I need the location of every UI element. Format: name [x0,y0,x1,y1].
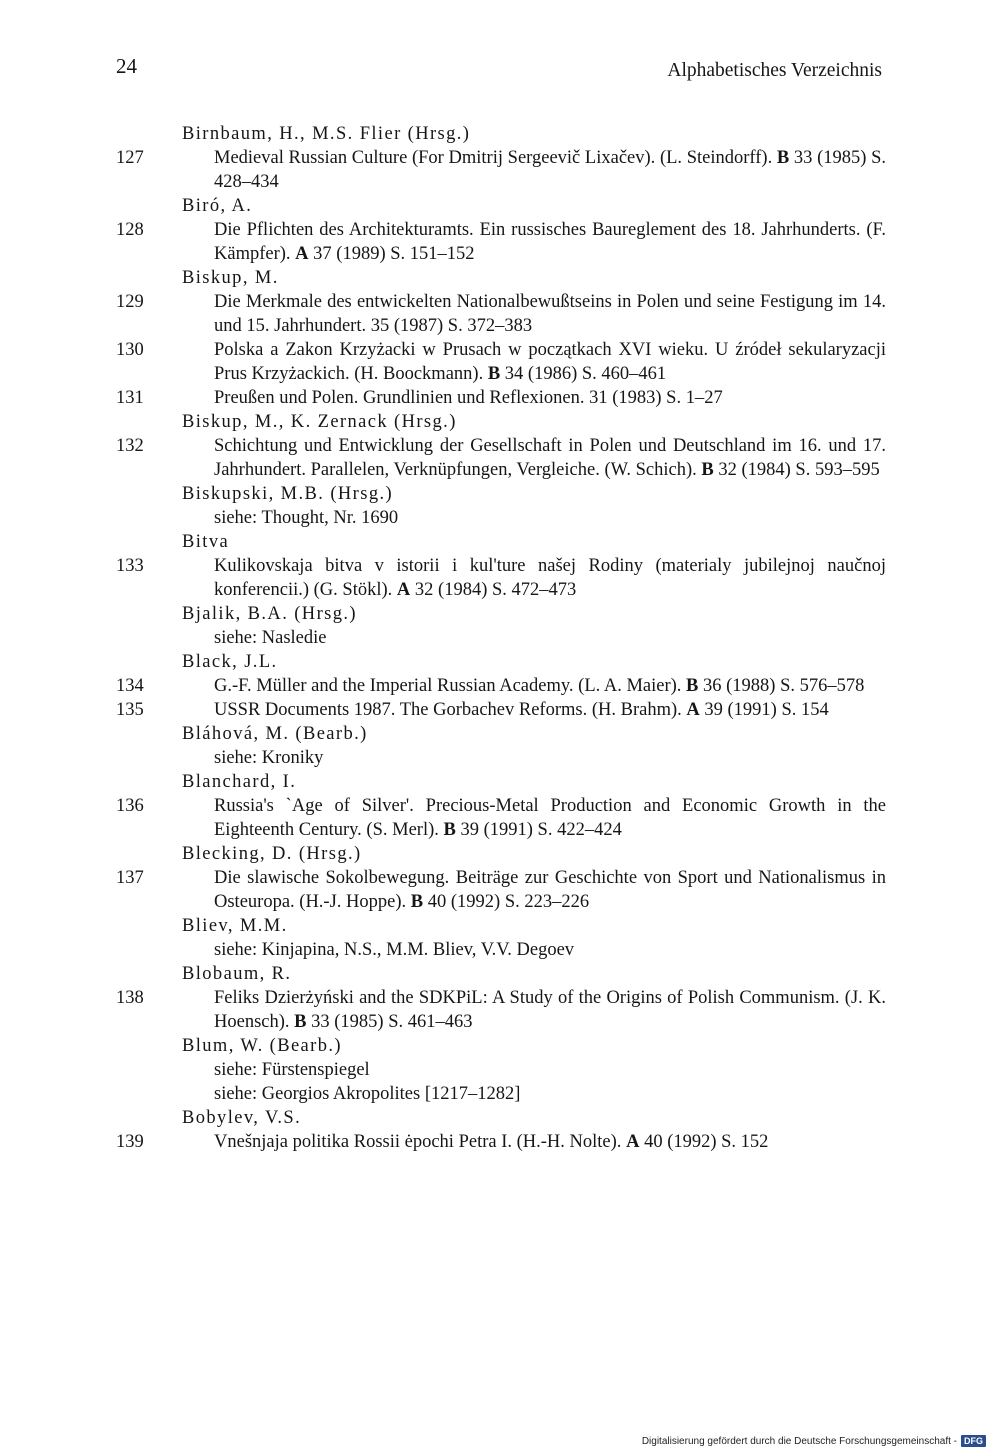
entry-text [214,866,886,914]
author-heading: Bobylev, V.S. [182,1108,302,1128]
index-entry [116,698,886,722]
journal-series: B [410,892,424,912]
journal-series: B [701,460,714,480]
index-entry [116,386,886,410]
index-entry [116,554,886,602]
entry-text [214,290,886,338]
entry-text [214,1130,886,1154]
author-heading: Bjalik, B.A. (Hrsg.) [182,604,357,624]
entry-text [214,386,886,410]
author-heading: Biskup, M., K. Zernack (Hrsg.) [182,412,457,432]
entry-number: 130 [116,340,144,360]
entry-title: Polska a Zakon Krzyżacki w Prusach w początkach XVI wieku. U źródeł sekularyzacji Prus Krzyżackich. (H. Boockmann). [214,340,886,384]
cross-reference [116,626,886,650]
entry-text [214,554,886,602]
journal-series: B [294,1012,307,1032]
entry-title: Vnešnjaja politika Rossii ėpochi Petra I. (H.-H. Nolte). [214,1132,622,1152]
entry-number: 138 [116,988,144,1008]
journal-series: A [396,580,411,600]
entry-text [214,674,886,698]
journal-series: A [686,700,700,720]
entry-number: 129 [116,292,144,312]
entry-title: Die slawische Sokolbewegung. Beiträge zur Geschichte von Sport und Nationalismus in Osteuropa. (H.-J. Hoppe). [214,868,886,912]
entry-text [214,626,886,650]
entry-text [214,1058,886,1082]
entry-citation: 31 (1983) S. 1–27 [589,388,723,408]
index-entry [116,866,886,914]
entry-text [214,506,886,530]
entry-text [214,794,886,842]
entry-number: 135 [116,700,144,720]
index-entry [116,1130,886,1154]
author-heading: Biskup, M. [182,268,279,288]
entry-number: 133 [116,556,144,576]
author-heading: Birnbaum, H., M.S. Flier (Hrsg.) [182,124,471,144]
entry-title: G.-F. Müller and the Imperial Russian Academy. (L. A. Maier). [214,676,682,696]
page-number: 24 [116,54,137,78]
author-heading: Blanchard, I. [182,772,297,792]
index-entries [116,122,886,1154]
journal-series: B [487,364,501,384]
entry-title: Die Merkmale des entwickelten Nationalbewußtseins in Polen und seine Festigung im 14. und 15. Jahrhundert. [214,292,886,336]
journal-series: B [686,676,699,696]
entry-citation: 33 (1985) S. 461–463 [311,1012,473,1032]
entry-title: Schichtung und Entwicklung der Gesellschaft in Polen und Deutschland im 16. und 17. Jahrhundert. Parallelen, Verknüpfungen, Vergleiche. (W. Schich). [214,436,886,480]
dfg-logo: DFG [961,1435,986,1447]
entry-text [214,986,886,1034]
running-title: Alphabetisches Verzeichnis [667,60,882,81]
entry-title: Feliks Dzierżyński and the SDKPiL: A Study of the Origins of Polish Communism. (J. K. Hoensch). [214,988,886,1032]
author-heading: Blum, W. (Bearb.) [182,1036,342,1056]
entry-text [214,338,886,386]
entry-citation: 32 (1984) S. 593–595 [718,460,880,480]
journal-series: A [626,1132,640,1152]
cross-reference [116,1058,886,1082]
author-heading: Biró, A. [182,196,253,216]
entry-citation: 40 (1992) S. 152 [644,1132,769,1152]
index-entry [116,290,886,338]
author-heading: Black, J.L. [182,652,278,672]
index-entry [116,674,886,698]
author-heading: Blecking, D. (Hrsg.) [182,844,362,864]
journal-series: B [776,148,790,168]
entry-text [214,1082,886,1106]
funding-footer [642,1435,986,1447]
entry-number: 134 [116,676,144,696]
entry-number: 127 [116,148,144,168]
entry-number: 139 [116,1132,144,1152]
author-heading: Bliev, M.M. [182,916,288,936]
entry-title: USSR Documents 1987. The Gorbachev Reforms. (H. Brahm). [214,700,682,720]
entry-text [214,146,886,194]
entry-citation: 35 (1987) S. 372–383 [370,316,533,336]
entry-text [214,698,886,722]
entry-citation: 32 (1984) S. 472–473 [414,580,577,600]
index-entry [116,218,886,266]
entry-title: siehe: Thought, Nr. 1690 [214,508,399,528]
footer-text: Digitalisierung gefördert durch die Deutsche Forschungsgemeinschaft - [641,1435,957,1447]
author-heading: Bitva [182,532,230,552]
entry-title: Medieval Russian Culture (For Dmitrij Sergeevič Lixačev). (L. Steindorff). [214,148,773,168]
entry-title: Preußen und Polen. Grundlinien und Reflexionen. [214,388,585,408]
entry-citation: 33 (1985) S. 428–434 [214,148,887,192]
entry-title: siehe: Nasledie [214,628,327,648]
cross-reference [116,938,886,962]
author-heading: Biskupski, M.B. (Hrsg.) [182,484,394,504]
index-entry [116,434,886,482]
index-entry [116,986,886,1034]
entry-title: siehe: Georgios Akropolites [1217–1282] [214,1084,521,1104]
entry-text [214,218,886,266]
index-entry [116,794,886,842]
journal-series: B [443,820,456,840]
entry-citation: 40 (1992) S. 223–226 [427,892,590,912]
cross-reference [116,506,886,530]
entry-text [214,434,886,482]
entry-citation: 39 (1991) S. 422–424 [460,820,622,840]
journal-series: A [295,244,309,264]
entry-citation: 36 (1988) S. 576–578 [703,676,865,696]
entry-title: siehe: Kinjapina, N.S., M.M. Bliev, V.V. Degoev [214,940,575,960]
entry-number: 131 [116,388,144,408]
entry-title: siehe: Fürstenspiegel [214,1060,370,1080]
index-entry [116,146,886,194]
entry-citation: 39 (1991) S. 154 [704,700,829,720]
entry-number: 128 [116,220,144,240]
cross-reference [116,1082,886,1106]
cross-reference [116,746,886,770]
entry-text [214,938,886,962]
entry-number: 132 [116,436,144,456]
author-heading: Blobaum, R. [182,964,292,984]
entry-citation: 37 (1989) S. 151–152 [313,244,475,264]
entry-title: Die Pflichten des Architekturamts. Ein russisches Baureglement des 18. Jahrhunderts. (F. Kämpfer). [214,220,886,264]
index-entry [116,338,886,386]
entry-title: siehe: Kroniky [214,748,324,768]
entry-title: Russia's `Age of Silver'. Precious-Metal Production and Economic Growth in the Eighteenth Century. (S. Merl). [214,796,886,840]
entry-citation: 34 (1986) S. 460–461 [504,364,667,384]
entry-title: Kulikovskaja bitva v istorii i kul'ture našej Rodiny (materialy jubilejnoj naučnoj konferencii.) (G. Stökl). [214,556,886,600]
entry-text [214,746,886,770]
entry-number: 136 [116,796,144,816]
author-heading: Bláhová, M. (Bearb.) [182,724,368,744]
entry-number: 137 [116,868,144,888]
